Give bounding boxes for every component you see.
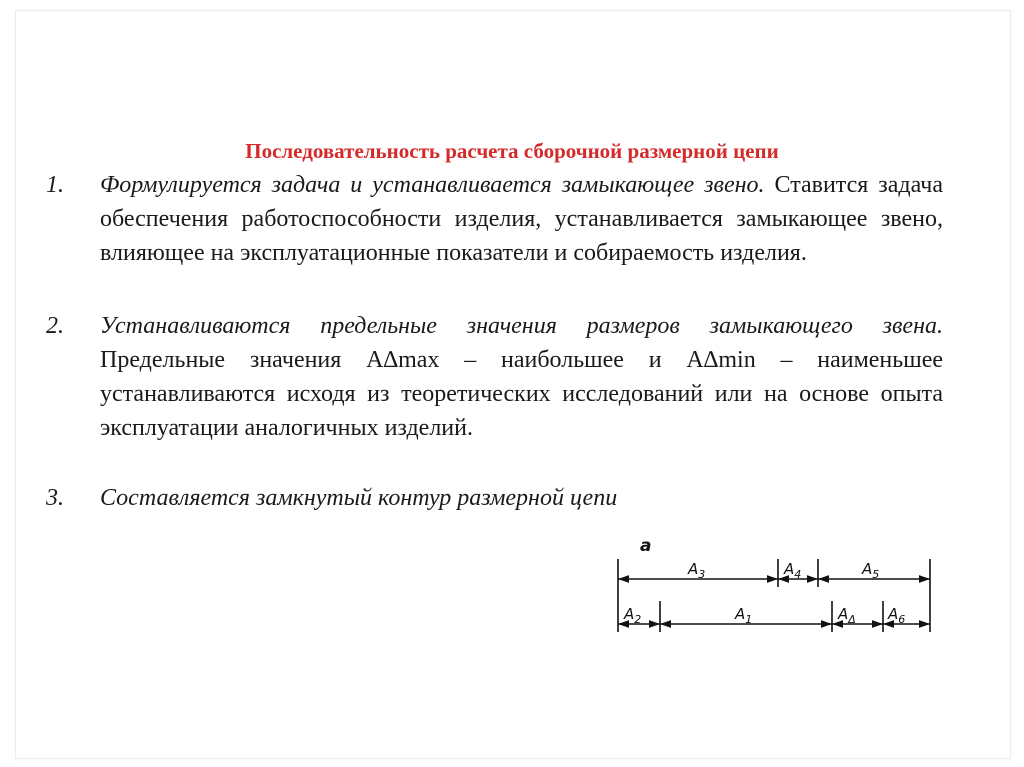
dimension-label-a1: $A_1$ bbox=[735, 605, 753, 626]
dimension-label-a2: $A_2$ bbox=[624, 605, 642, 626]
dimension-chain-diagram bbox=[600, 531, 950, 635]
list-item-number: 1. bbox=[46, 172, 64, 198]
list-item-lead: Составляется замкнутый контур размерной цепи bbox=[100, 485, 618, 511]
list-item-number: 3. bbox=[46, 485, 64, 511]
slide-title: Последовательность расчета сборочной размерной цепи bbox=[245, 139, 779, 163]
dimension-label-a5: $A_5$ bbox=[862, 560, 880, 581]
list-item-body bbox=[100, 309, 943, 445]
figure-label: a bbox=[640, 536, 652, 556]
list-item-body bbox=[100, 481, 943, 515]
list-item-number: 2. bbox=[46, 313, 64, 339]
dimension-label-a3: $A_3$ bbox=[688, 560, 706, 581]
dimension-label-a-delta: $A_\Delta$ bbox=[838, 605, 856, 626]
list-item-body bbox=[100, 168, 943, 270]
list-item-lead: Формулируется задача и устанавливается замыкающее звено. bbox=[100, 172, 765, 198]
extension-lines bbox=[618, 559, 930, 632]
list-item-lead: Устанавливаются предельные значения размеров замыкающего звена. bbox=[100, 313, 943, 339]
dimension-label-a4: $A_4$ bbox=[784, 560, 802, 581]
list-item-3 bbox=[46, 481, 943, 515]
list-item-1 bbox=[46, 168, 943, 270]
list-item-text: Предельные значения A∆max – наибольшее и A∆min – наименьшее устанавливаются исходя из теоретических исследований или на основе опыта эксплуатации аналогичных изделий. bbox=[100, 347, 943, 441]
list-item-2 bbox=[46, 309, 943, 445]
dimension-label-a6: $A_6$ bbox=[888, 605, 906, 626]
list-item-text: Ставится задача обеспечения работоспособности изделия, устанавливается замыкающее звено, влияющее на эксплуатационные показатели и собираемость изделия. bbox=[100, 172, 944, 266]
